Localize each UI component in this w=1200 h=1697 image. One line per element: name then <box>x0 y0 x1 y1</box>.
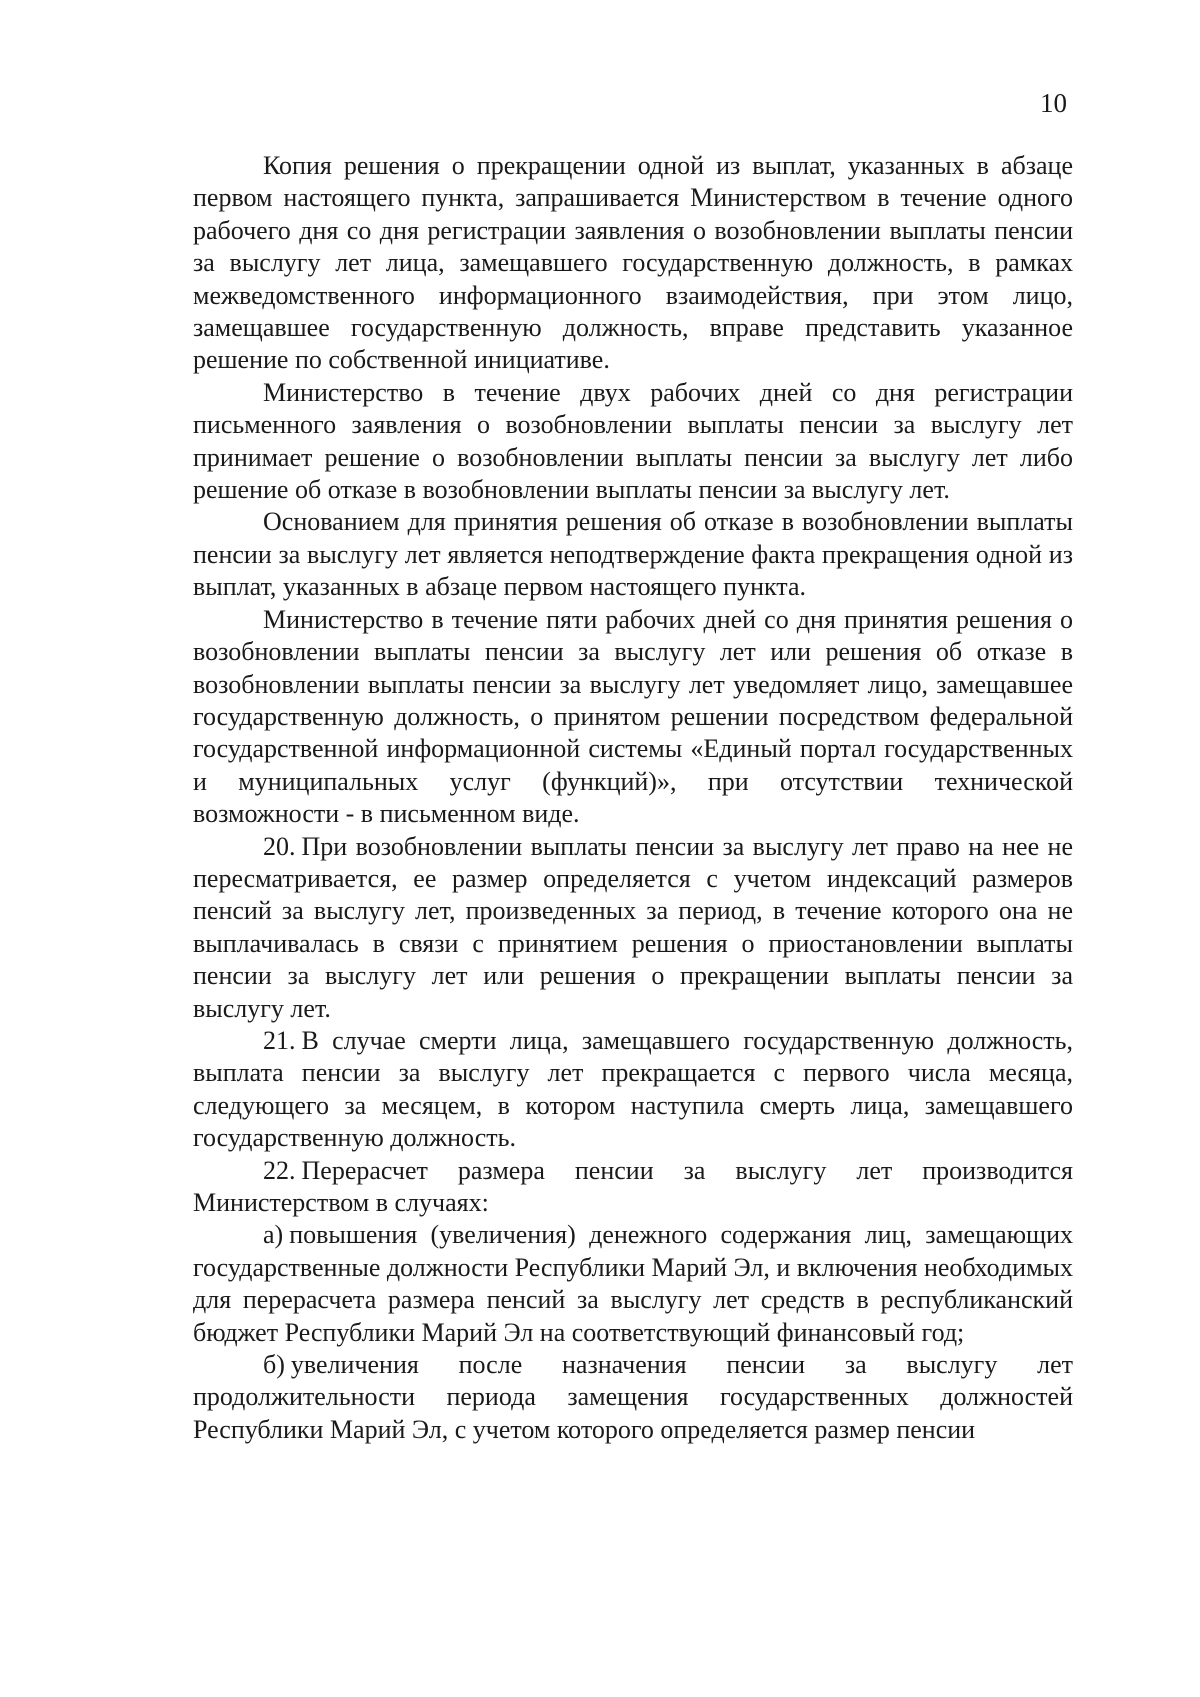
paragraph <box>193 604 1073 831</box>
subitem-b <box>193 1349 1073 1446</box>
paragraph <box>193 377 1073 507</box>
item-number: 21. <box>263 1025 296 1055</box>
item-number: 20. <box>263 831 296 861</box>
paragraph-item-20 <box>193 831 1073 1025</box>
paragraph <box>193 150 1073 377</box>
paragraph-text: увеличения после назначения пенсии за выслугу лет продолжительности периода замещения государственных должностей Республики Марий Эл, с учетом которого определяется размер пенсии <box>193 1350 1073 1444</box>
subitem-a <box>193 1219 1073 1349</box>
document-body <box>193 150 1073 1446</box>
paragraph-text: Основанием для принятия решения об отказе в возобновлении выплаты пенсии за выслугу лет является неподтверждение факта прекращения одной из выплат, указанных в абзаце первом настоящего пункта. <box>193 507 1073 602</box>
paragraph-item-21 <box>193 1025 1073 1155</box>
paragraph-text: Перерасчет размера пенсии за выслугу лет производится Министерством в случаях: <box>193 1155 1073 1217</box>
paragraph-text: Министерство в течение пяти рабочих дней со дня принятия решения о возобновлении выплаты пенсии за выслугу лет или решения об отказе в возобновлении выплаты пенсии за выслугу лет уведомляет лицо, замещавшее государственную должность, о принятом решении посредством федеральной государственной информационной системы «Единый портал государственных и муниципальных услуг (функций)», при отсутствии технической возможности - в письменном виде. <box>193 604 1073 829</box>
item-number: б) <box>263 1350 285 1380</box>
item-number: а) <box>263 1220 284 1250</box>
paragraph-text: Министерство в течение двух рабочих дней со дня регистрации письменного заявления о возобновлении выплаты пенсии за выслугу лет принимает решение о возобновлении выплаты пенсии за выслугу лет либо решение об отказе в возобновлении выплаты пенсии за выслугу лет. <box>193 377 1073 505</box>
paragraph <box>193 506 1073 603</box>
item-number: 22. <box>263 1155 296 1185</box>
page-number: 10 <box>1040 88 1067 118</box>
paragraph-text: Копия решения о прекращении одной из выплат, указанных в абзаце первом настоящего пункта, запрашивается Министерством в течение одного рабочего дня со дня регистрации заявления о возобновлении выплаты пенсии за выслугу лет лица, замещавшего государственную должность, в рамках межведомственного информационного взаимодействия, при этом лицо, замещавшее государственную должность, вправе представить указанное решение по собственной инициативе. <box>193 151 1073 375</box>
paragraph-text: При возобновлении выплаты пенсии за выслугу лет право на нее не пересматривается, ее размер определяется с учетом индексаций размеров пенсий за выслугу лет, произведенных за период, в течение которого она не выплачивалась в связи с принятием решения о приостановлении выплаты пенсии за выслугу лет или решения о прекращении выплаты пенсии за выслугу лет. <box>193 831 1073 1023</box>
paragraph-item-22 <box>193 1155 1073 1220</box>
paragraph-text: повышения (увеличения) денежного содержания лиц, замещающих государственные должности Республики Марий Эл, и включения необходимых для перерасчета размера пенсий за выслугу лет средств в республиканский бюджет Республики Марий Эл на соответствующий финансовый год; <box>193 1220 1073 1347</box>
paragraph-text: В случае смерти лица, замещавшего государственную должность, выплата пенсии за выслугу лет прекращается с первого числа месяца, следующего за месяцем, в котором наступила смерть лица, замещавшего государственную должность. <box>193 1025 1073 1153</box>
